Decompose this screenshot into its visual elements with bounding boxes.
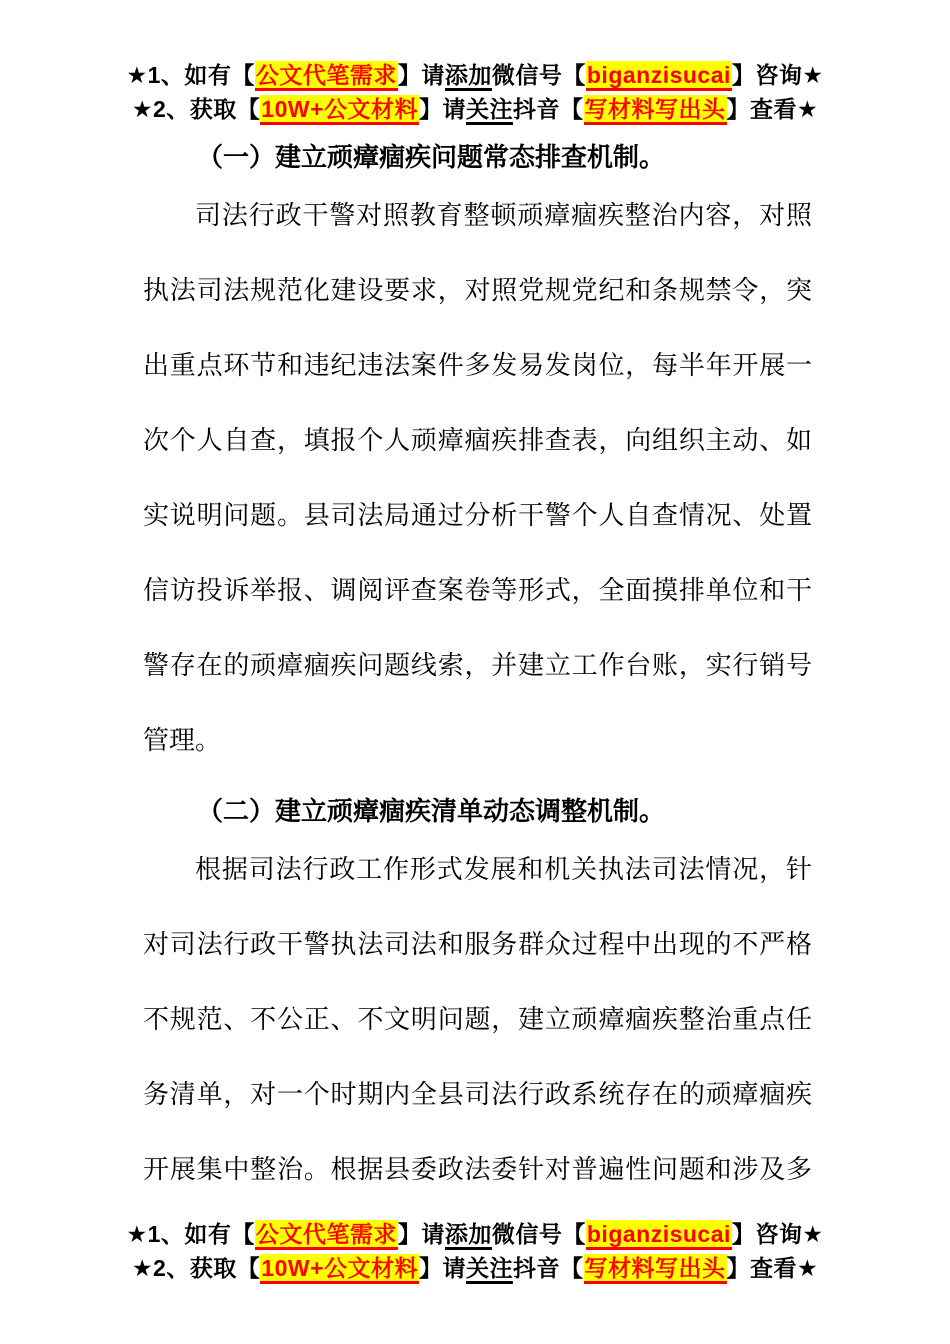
paragraph-line: 对司法行政干警执法司法和服务群众过程中出现的不严格 [143, 929, 812, 959]
banner-text: ★2、获取【 [131, 96, 261, 122]
section-heading-2: （二）建立顽瘴痼疾清单动态调整机制。 [197, 796, 666, 826]
paragraph-line: 实说明问题。县司法局通过分析干警个人自查情况、处置 [143, 500, 812, 530]
banner-text: 微信号【 [491, 1221, 586, 1247]
banner-text: 抖音【 [513, 96, 584, 122]
paragraph-2 [143, 832, 812, 1207]
paragraph-line: 管理。 [143, 725, 222, 755]
section-heading-1: （一）建立顽瘴痼疾问题常态排查机制。 [197, 142, 666, 172]
promo-banner-line-2 [0, 1251, 950, 1285]
promo-banner-line-1 [0, 1217, 950, 1251]
underlined-term: 关注 [466, 96, 513, 125]
banner-text: 】咨询★ [731, 62, 824, 88]
banner-text: 】请 [419, 1255, 467, 1281]
paragraph-line: 不规范、不公正、不文明问题，建立顽瘴痼疾整治重点任 [143, 1004, 812, 1034]
banner-text: 微信号【 [491, 62, 586, 88]
promo-banner-top [0, 0, 950, 126]
underlined-term: 添加 [445, 62, 492, 91]
banner-text: ★1、如有【 [126, 62, 255, 88]
highlighted-term: 公文代笔需求 [255, 61, 398, 91]
underlined-term: 关注 [466, 1255, 513, 1284]
highlighted-term: 10W+公文材料 [260, 1254, 419, 1284]
paragraph-line: 司法行政干警对照教育整顿顽瘴痼疾整治内容，对照 [195, 200, 812, 230]
highlighted-term: biganzisucai [586, 61, 732, 91]
highlighted-term: 写材料写出头 [584, 95, 727, 125]
promo-banner-line-2 [0, 92, 950, 126]
highlighted-term: 10W+公文材料 [260, 95, 419, 125]
paragraph-line: 警存在的顽瘴痼疾问题线索，并建立工作台账，实行销号 [143, 650, 812, 680]
paragraph-1 [143, 178, 812, 778]
banner-text: ★2、获取【 [131, 1255, 261, 1281]
banner-text: 】查看★ [726, 1255, 819, 1281]
highlighted-term: 写材料写出头 [584, 1254, 727, 1284]
banner-text: 抖音【 [513, 1255, 584, 1281]
banner-text: 】查看★ [726, 96, 819, 122]
banner-text: 】请 [397, 62, 445, 88]
paragraph-line: 信访投诉举报、调阅评查案卷等形式，全面摸排单位和干 [143, 575, 812, 605]
paragraph-line: 出重点环节和违纪违法案件多发易发岗位，每半年开展一 [143, 350, 812, 380]
banner-text: 】请 [397, 1221, 445, 1247]
paragraph-line: 根据司法行政工作形式发展和机关执法司法情况，针 [195, 854, 812, 884]
banner-text: 】请 [419, 96, 467, 122]
paragraph-line: 务清单，对一个时期内全县司法行政系统存在的顽瘴痼疾 [143, 1079, 812, 1109]
promo-banner-bottom [0, 1217, 950, 1285]
highlighted-term: biganzisucai [586, 1220, 732, 1250]
highlighted-term: 公文代笔需求 [255, 1220, 398, 1250]
banner-text: 】咨询★ [731, 1221, 824, 1247]
paragraph-line: 开展集中整治。根据县委政法委针对普遍性问题和涉及多 [143, 1154, 812, 1184]
banner-text: ★1、如有【 [126, 1221, 255, 1247]
paragraph-line: 次个人自查，填报个人顽瘴痼疾排查表，向组织主动、如 [143, 425, 812, 455]
paragraph-line: 执法司法规范化建设要求，对照党规党纪和条规禁令，突 [143, 275, 812, 305]
promo-banner-line-1 [0, 58, 950, 92]
underlined-term: 添加 [445, 1221, 492, 1250]
document-body [0, 136, 950, 1207]
